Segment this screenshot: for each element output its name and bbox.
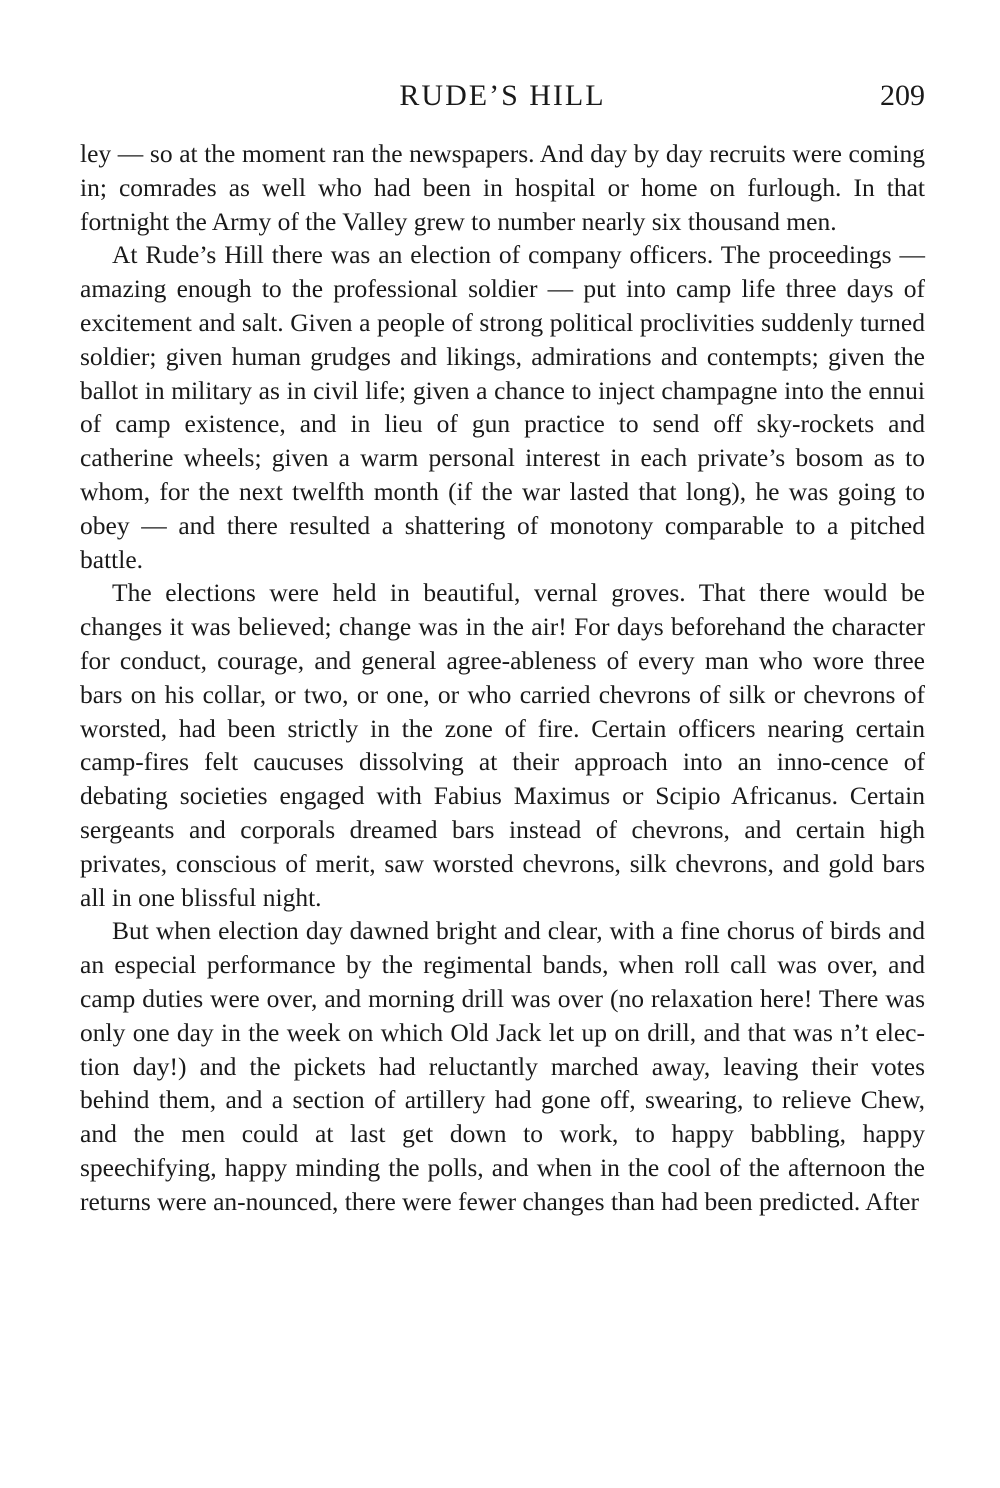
paragraph-election-day: But when election day dawned bright and clear, with a fine chorus of birds and an especial performance by the regimental bands, when roll call was over, and camp duties were over, and morning drill was over (no relaxation here! There was only one day in the week on which Old Jack let up on drill, and that was n’t elec-tion day!) and the pickets had reluctantly marched away, leaving their votes behind them, and a section of artillery had gone off, swearing, to relieve Chew, and the men could at last get down to work, to happy babbling, happy speechifying, happy minding the polls, and when in the cool of the afternoon the returns were an-nounced, there were fewer changes than had been predicted. After xyxy=(80,916,925,1216)
page-number: 209 xyxy=(880,79,925,112)
body-text xyxy=(80,137,925,1219)
paragraph-continuation: ley — so at the moment ran the newspapers. And day by day recruits were coming in; comrades as well who had been in hospital or home on furlough. In that fortnight the Army of the Valley grew to number nearly six thousand men. xyxy=(80,139,925,236)
paragraph-groves: The elections were held in beautiful, vernal groves. That there would be changes it was believed; change was in the air! For days beforehand the character for conduct, courage, and general agree-ableness of every man who wore three bars on his collar, or two, or one, or who carried chevrons of silk or chevrons of worsted, had been strictly in the zone of fire. Certain officers nearing certain camp-fires felt caucuses dissolving at their approach into an inno-cence of debating societies engaged with Fabius Maximus or Scipio Africanus. Certain sergeants and corporals dreamed bars instead of chevrons, and certain high privates, conscious of merit, saw worsted chevrons, silk chevrons, and gold bars all in one blissful night. xyxy=(80,578,925,912)
page-title: RUDE’S HILL xyxy=(399,79,606,112)
paragraph-election: At Rude’s Hill there was an election of company officers. The proceedings — amazing enough to the professional soldier — put into camp life three days of excitement and salt. Given a people of strong political proclivities suddenly turned soldier; given human grudges and likings, admirations and contempts; given the ballot in military as in civil life; given a chance to inject champagne into the ennui of camp existence, and in lieu of gun practice to send off sky-rockets and catherine wheels; given a warm personal interest in each private’s bosom as to whom, for the next twelfth month (if the war lasted that long), he was going to obey — and there resulted a shattering of monotony comparable to a pitched battle. xyxy=(80,240,925,574)
running-head xyxy=(80,76,925,116)
